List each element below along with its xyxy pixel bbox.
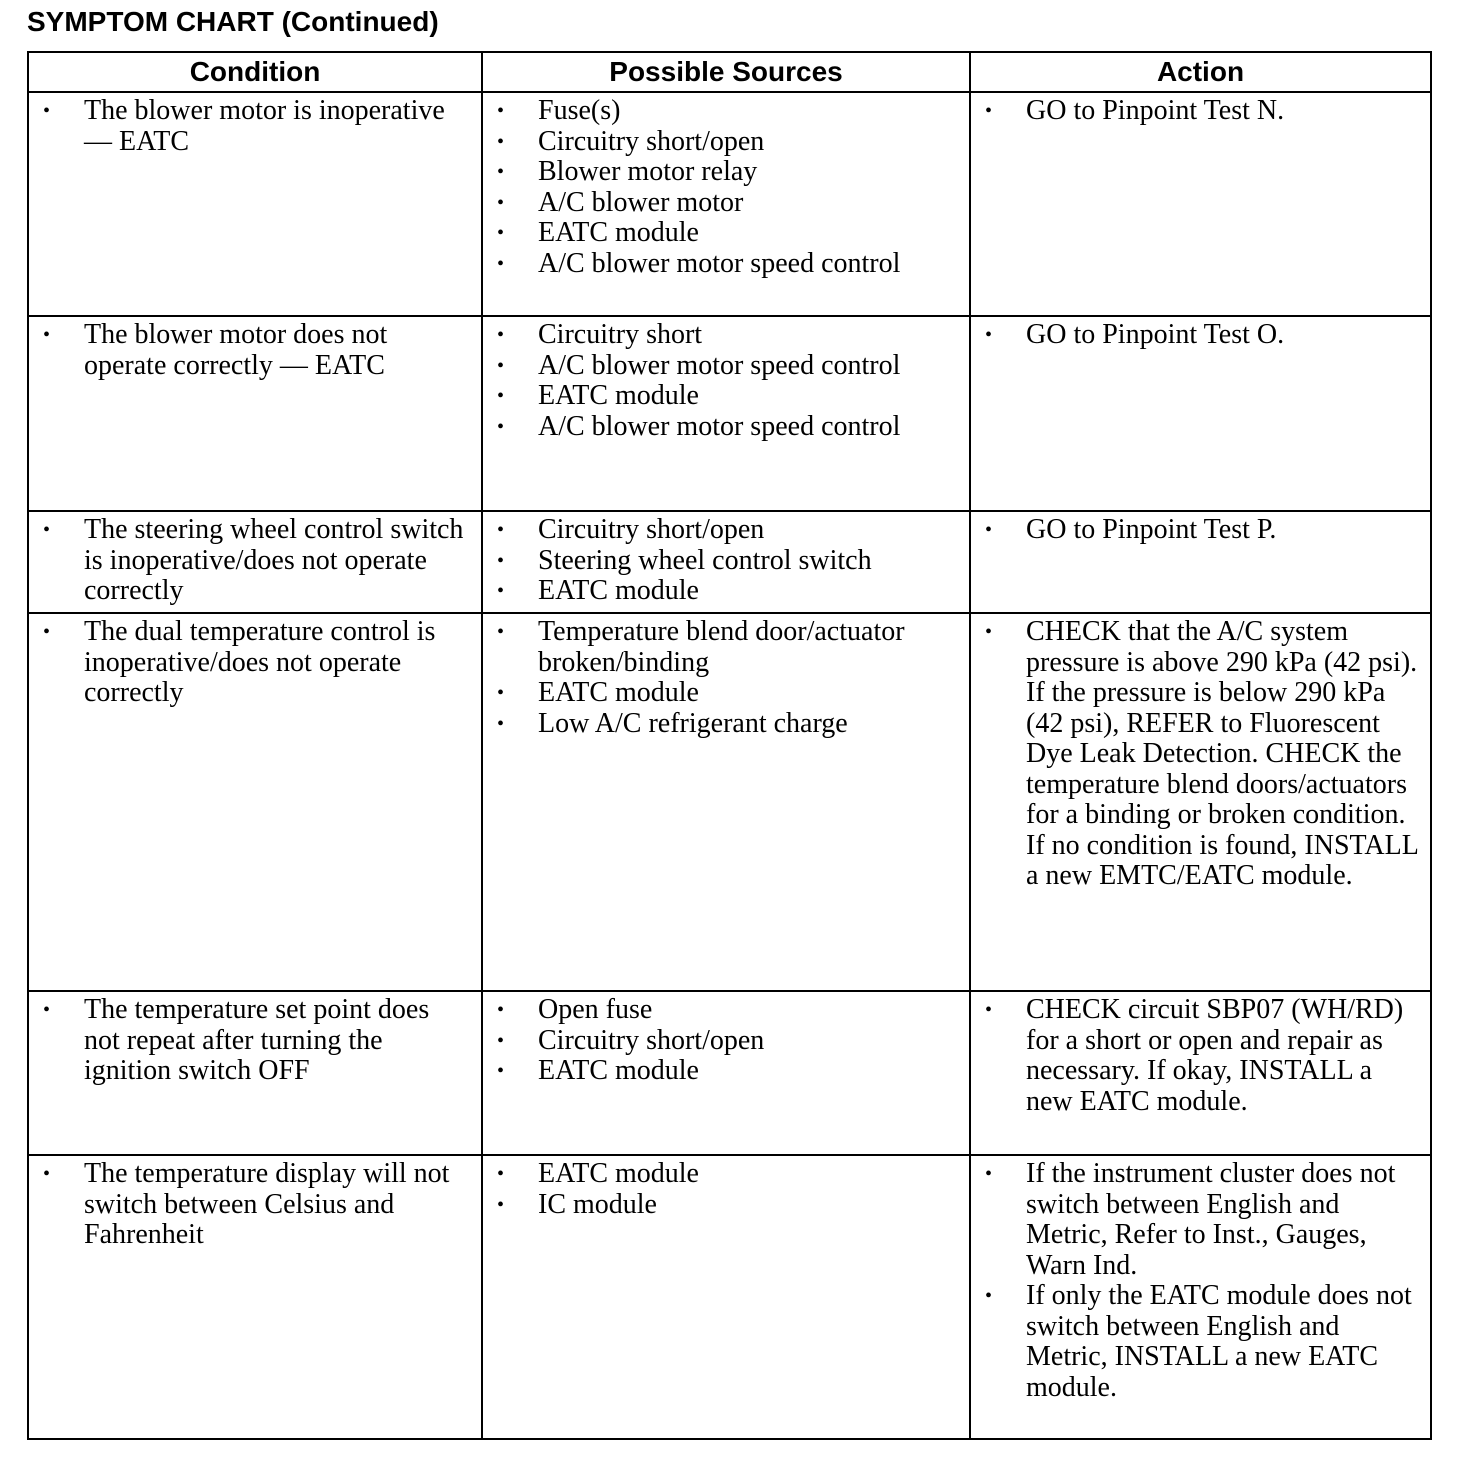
condition-cell: [28, 92, 482, 316]
sources-cell: [482, 92, 970, 316]
list-item: • GO to Pinpoint Test O.: [983, 320, 1420, 351]
list-item: • CHECK circuit SBP07 (WH/RD) for a short or open and repair as necessary. If okay, INSTALL a new EATC module.: [983, 995, 1420, 1117]
list-item: • The temperature set point does not repeat after turning the ignition switch OFF: [41, 995, 471, 1087]
table-row: [28, 316, 1431, 511]
list-item: • Temperature blend door/actuator broken/binding: [495, 617, 959, 678]
symptom-chart-table: [27, 51, 1432, 1440]
list-item: • Low A/C refrigerant charge: [495, 709, 959, 740]
list-item: • Blower motor relay: [495, 157, 959, 188]
list-item: • GO to Pinpoint Test P.: [983, 515, 1420, 546]
action-cell: [970, 613, 1431, 991]
list-item: • The steering wheel control switch is inoperative/does not operate correctly: [41, 515, 471, 607]
list-item: • Fuse(s): [495, 96, 959, 127]
action-cell: [970, 991, 1431, 1155]
sources-cell: [482, 511, 970, 613]
condition-cell: [28, 316, 482, 511]
list-item: • EATC module: [495, 381, 959, 412]
list-item: • A/C blower motor: [495, 188, 959, 219]
list-item: • A/C blower motor speed control: [495, 351, 959, 382]
list-item: • EATC module: [495, 576, 959, 607]
sources-cell: [482, 991, 970, 1155]
action-cell: [970, 1155, 1431, 1439]
action-cell: [970, 92, 1431, 316]
table-row: [28, 92, 1431, 316]
list-item: • The blower motor is inoperative — EATC: [41, 96, 471, 157]
list-item: • EATC module: [495, 1056, 959, 1087]
header-row: [28, 52, 1431, 92]
list-item: • Circuitry short/open: [495, 1026, 959, 1057]
sources-cell: [482, 613, 970, 991]
list-item: • Circuitry short/open: [495, 515, 959, 546]
table-row: [28, 991, 1431, 1155]
list-item: • Circuitry short/open: [495, 127, 959, 158]
sources-cell: [482, 1155, 970, 1439]
list-item: • CHECK that the A/C system pressure is above 290 kPa (42 psi). If the pressure is below 290 kPa (42 psi), REFER to Fluorescent Dye Leak Detection. CHECK the temperature blend doors/actuators for a binding or broken condition. If no condition is found, INSTALL a new EMTC/EATC module.: [983, 617, 1420, 892]
list-item: • Steering wheel control switch: [495, 546, 959, 577]
column-header-possible-sources: Possible Sources: [482, 52, 970, 92]
list-item: • The blower motor does not operate correctly — EATC: [41, 320, 471, 381]
list-item: • IC module: [495, 1190, 959, 1221]
condition-cell: [28, 1155, 482, 1439]
table-row: [28, 1155, 1431, 1439]
list-item: • The temperature display will not switch between Celsius and Fahrenheit: [41, 1159, 471, 1251]
condition-cell: [28, 991, 482, 1155]
list-item: • A/C blower motor speed control: [495, 249, 959, 280]
list-item: • If only the EATC module does not switch between English and Metric, INSTALL a new EATC module.: [983, 1281, 1420, 1403]
table-row: [28, 511, 1431, 613]
list-item: • Open fuse: [495, 995, 959, 1026]
action-cell: [970, 316, 1431, 511]
list-item: • EATC module: [495, 1159, 959, 1190]
list-item: • The dual temperature control is inoperative/does not operate correctly: [41, 617, 471, 709]
list-item: • EATC module: [495, 678, 959, 709]
list-item: • EATC module: [495, 218, 959, 249]
page-title: SYMPTOM CHART (Continued): [27, 6, 439, 37]
action-cell: [970, 511, 1431, 613]
list-item: • If the instrument cluster does not switch between English and Metric, Refer to Inst., Gauges, Warn Ind.: [983, 1159, 1420, 1281]
condition-cell: [28, 613, 482, 991]
table-row: [28, 613, 1431, 991]
column-header-condition: Condition: [28, 52, 482, 92]
list-item: • A/C blower motor speed control: [495, 412, 959, 443]
list-item: • GO to Pinpoint Test N.: [983, 96, 1420, 127]
column-header-action: Action: [970, 52, 1431, 92]
list-item: • Circuitry short: [495, 320, 959, 351]
condition-cell: [28, 511, 482, 613]
sources-cell: [482, 316, 970, 511]
